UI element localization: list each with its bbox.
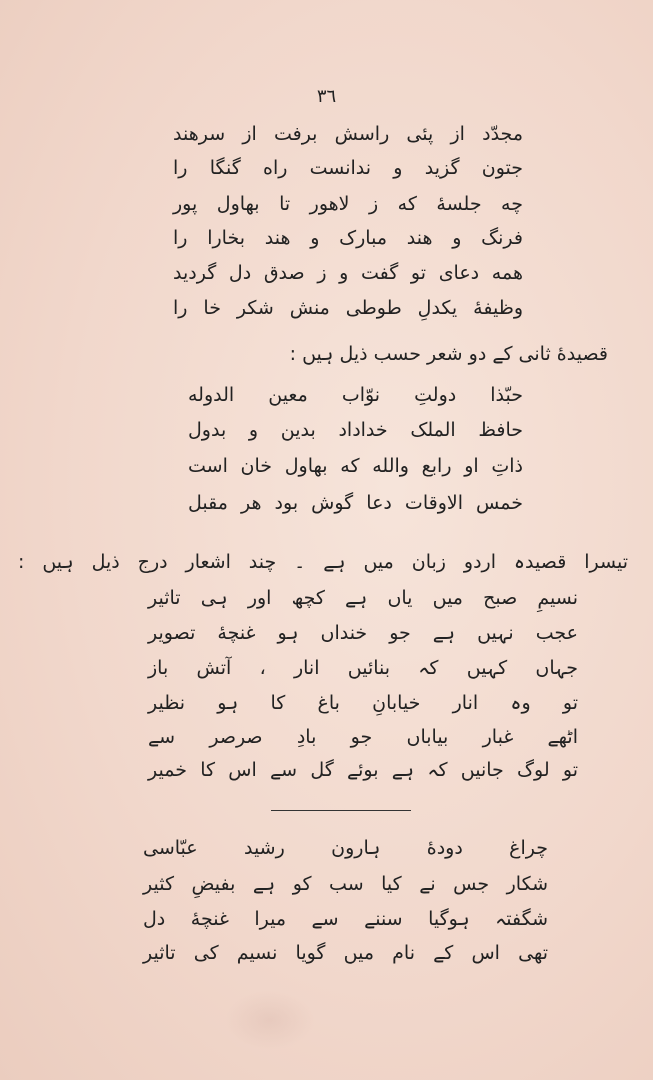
verse-line: چراغ دودهٔ ہارون رشید عبّاسی [143,837,548,859]
verse-line: شکار جس نے کیا سب کو ہے بفیضِ کثیر [143,873,548,895]
verse-line: فرنگ و هند مبارک و هند بخارا را [173,227,523,249]
page-number: ٣٦ [316,86,337,107]
verse-line: مجدّد از پئی راسش برفت از سرهند [173,123,523,145]
section-heading: تیسرا قصیدہ اردو زبان میں ہے ۔ چند اشعار درج ذیل ہیں : [18,551,628,573]
verse-line: جہاں کہیں کہ بنائیں انار ، آتش باز [148,657,578,679]
section-divider [271,810,411,811]
verse-line: تو لوگ جانیں کہ ہے بوئے گل سے اس کا خمیر [148,759,578,781]
verse-line: همه دعای تو گفت و ز صدق دل گردید [173,262,523,284]
verse-line: جتون گزید و ندانست راه گنگا را [173,157,523,179]
verse-line: اٹھے غبار بیاباں جو بادِ صرصر سے [148,726,578,748]
verse-line: عجب نہیں ہے جو خنداں ہو غنچهٔ تصویر [148,622,578,644]
paper-stain [225,990,315,1050]
verse-line: وظیفهٔ یکدلِ طوطی منش شکر خا را [173,297,523,319]
verse-line: خمس الاوقات دعا گوش بود هر مقبل [188,492,523,514]
section-heading: قصیدهٔ ثانی کے دو شعر حسب ذیل ہیں : [289,343,608,365]
verse-line: شگفتہ ہوگیا سننے سے میرا غنچهٔ دل [143,908,548,930]
verse-line: تھی اس کے نام میں گویا نسیم کی تاثیر [143,942,548,964]
verse-line: نسیمِ صبح میں یاں ہے کچھ اور ہی تاثیر [148,587,578,609]
verse-line: چه جلسهٔ که ز لاهور تا بهاول پور [173,193,523,215]
verse-line: حافظ الملک خداداد بدین و بدول [188,419,523,441]
verse-line: حبّذا دولتِ نوّاب معین الدوله [188,384,523,406]
verse-line: تو وہ انار خیابانِ باغ کا ہو نظیر [148,692,578,714]
verse-line: ذاتِ او رابع والله که بهاول خان است [188,455,523,477]
